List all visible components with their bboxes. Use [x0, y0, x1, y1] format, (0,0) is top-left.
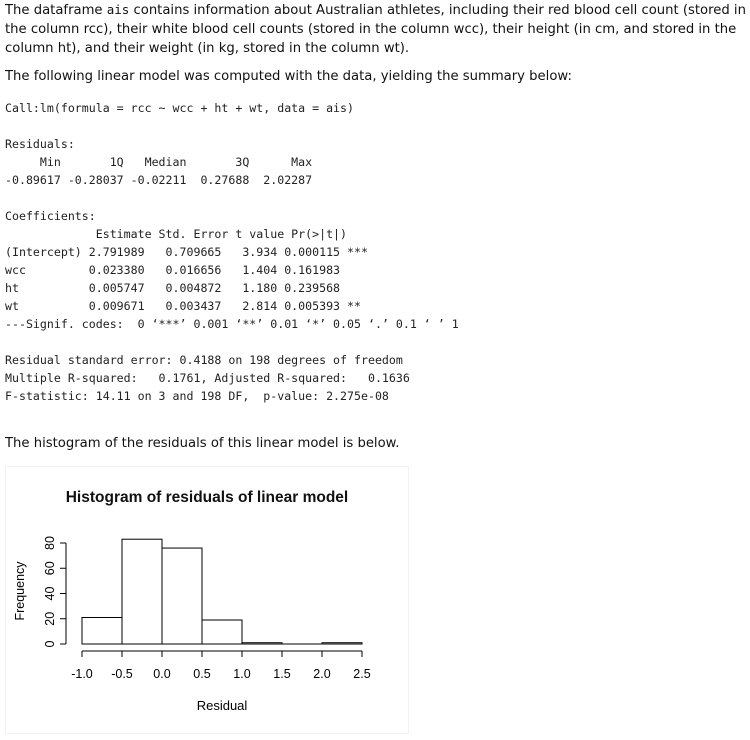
histogram-bar	[242, 643, 282, 644]
chart-title: Histogram of residuals of linear model	[65, 489, 349, 506]
x-tick-label: 2.0	[313, 667, 331, 681]
histogram-bar	[82, 617, 122, 644]
residuals-values: -0.89617 -0.28037 -0.02211 0.27688 2.02287	[5, 173, 313, 187]
residual-standard-error: Residual standard error: 0.4188 on 198 degrees of freedom	[5, 353, 403, 367]
histogram-bar	[122, 539, 162, 644]
y-tick-label: 40	[43, 586, 57, 601]
coefficients-columns: Estimate Std. Error t value Pr(>|t|)	[5, 227, 348, 241]
coef-row-wcc: wcc 0.023380 0.016656 1.404 0.161983	[5, 263, 341, 277]
model-intro-text: The following linear model was computed with the data, yielding the summary below:	[5, 69, 572, 84]
y-tick-label: 20	[43, 611, 57, 626]
y-tick-label: 60	[43, 561, 57, 576]
call-line: Call:lm(formula = rcc ~ wcc + ht + wt, data = ais)	[5, 101, 355, 115]
x-axis-label: Residual	[196, 698, 248, 713]
histogram-bar	[162, 548, 202, 644]
coef-row-ht: ht 0.005747 0.004872 1.180 0.239568	[5, 281, 341, 295]
histogram-bar	[202, 620, 242, 644]
x-tick-label: -1.0	[71, 667, 93, 681]
coefficients-header: Coefficients:	[5, 209, 96, 223]
x-tick-label: -0.5	[111, 667, 133, 681]
x-tick-label: 2.5	[353, 667, 371, 681]
intro-text-after: contains information about Australian athletes, including their red blood cell count (stored in the column rcc), their white blood cell counts (stored in the column wcc), their height (in cm, and stored in the column ht), and their weight (in kg, stored in the column wt).	[5, 3, 746, 56]
histogram-svg	[6, 467, 408, 733]
x-tick-label: 0.5	[193, 667, 211, 681]
y-tick-label: 80	[43, 536, 57, 550]
intro-text-before: The dataframe	[5, 3, 107, 18]
x-tick-label: 1.5	[273, 667, 291, 681]
histogram-intro-text: The histogram of the residuals of this linear model is below.	[5, 436, 400, 451]
x-tick-label: 1.0	[233, 667, 251, 681]
x-tick-label: 0.0	[153, 667, 171, 681]
r-squared-line: Multiple R-squared: 0.1761, Adjusted R-squared: 0.1636	[5, 371, 410, 385]
residuals-header: Residuals:	[5, 137, 75, 151]
coef-row-wt: wt 0.009671 0.003437 2.814 0.005393 **	[5, 299, 361, 313]
coef-row-intercept: (Intercept) 2.791989 0.709665 3.934 0.000115 ***	[5, 245, 368, 259]
y-tick-label: 0	[43, 640, 57, 648]
histogram-figure	[5, 466, 409, 734]
y-axis-label: Frequency	[13, 561, 27, 621]
dataframe-name: ais	[106, 2, 130, 17]
signif-codes: ---Signif. codes: 0 ‘***’ 0.001 ‘**’ 0.01 ‘*’ 0.05 ‘.’ 0.1 ‘ ’ 1	[5, 317, 459, 331]
intro-paragraph	[5, 0, 747, 58]
histogram-bar	[322, 643, 362, 644]
f-statistic-line: F-statistic: 14.11 on 3 and 198 DF, p-value: 2.275e-08	[5, 389, 389, 403]
residuals-labels: Min 1Q Median 3Q Max	[5, 155, 313, 169]
